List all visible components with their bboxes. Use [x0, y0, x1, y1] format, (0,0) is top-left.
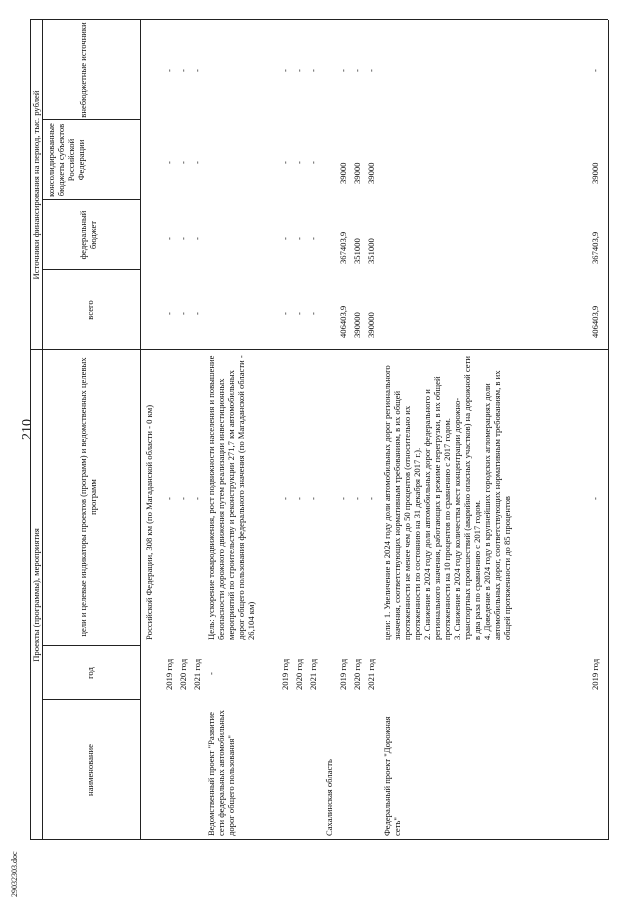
vp-goal-text: Цель: ускорение товародвижения, рост подвижности населения и повышение безопасности дорожного движения путем реализации инвестиционных мероприятий по строительству и реконструкции 271,7 км автомобильных дорог общего пользования федерального значения (по Магаданской области - 26,104 км): [206, 355, 256, 640]
fp-name: Федеральный проект "Дорожная сеть": [382, 716, 402, 836]
row-year: 2020 год: [178, 658, 188, 690]
offbudget-value: -: [338, 69, 348, 72]
table-border-bottom: [608, 20, 609, 840]
offbudget-value: -: [280, 69, 290, 72]
row-year: 2021 год: [366, 658, 376, 690]
goal-dash: -: [366, 497, 376, 500]
table-row: [280, 20, 290, 880]
table-row: [338, 20, 348, 880]
header-col-goals: цели и целевые индикаторы проектов (программ) и ведомственных целевых программ: [78, 357, 98, 637]
consolidated-value: -: [192, 161, 202, 164]
offbudget-value: -: [178, 69, 188, 72]
federal-value: 367403,9: [590, 231, 600, 264]
total-value: -: [280, 312, 290, 315]
header-col-year: год: [85, 667, 95, 679]
row-year: 2021 год: [308, 658, 318, 690]
row-year: 2019 год: [590, 658, 600, 690]
consolidated-value: -: [294, 161, 304, 164]
offbudget-value: -: [308, 69, 318, 72]
offbudget-value: -: [366, 69, 376, 72]
consolidated-value: -: [280, 161, 290, 164]
table-row: [294, 20, 304, 880]
federal-value: 351000: [352, 238, 362, 264]
header-group-underline-right: [42, 20, 43, 350]
header-col-total: всего: [85, 300, 95, 320]
header-col-consolidated: консолидированные бюджеты субъектов Российской Федерации: [46, 123, 86, 197]
vp-name: Ведомственный проект "Развитие сети федеральных автомобильных дорог общего пользования": [206, 710, 236, 836]
federal-value: -: [294, 237, 304, 240]
consolidated-value: -: [178, 161, 188, 164]
goal-dash: -: [590, 497, 600, 500]
offbudget-value: -: [192, 69, 202, 72]
offbudget-value: -: [352, 69, 362, 72]
federal-value: -: [192, 237, 202, 240]
goal-dash: -: [178, 497, 188, 500]
total-value: -: [164, 312, 174, 315]
federal-value: -: [280, 237, 290, 240]
col-divider-federal-consolidated: [42, 199, 140, 200]
table-border-right: [30, 19, 608, 20]
goal-dash: -: [294, 497, 304, 500]
row-year: 2019 год: [338, 658, 348, 690]
header-group-divider: [30, 349, 608, 350]
table-border-left: [30, 839, 608, 840]
total-value: 406403,9: [338, 305, 348, 338]
goal-dash: -: [338, 497, 348, 500]
consolidated-value: 39000: [352, 162, 362, 184]
total-value: -: [178, 312, 188, 315]
offbudget-value: -: [294, 69, 304, 72]
header-group-sources: Источники финансирования на период, тыс. рублей: [31, 90, 41, 280]
consolidated-value: -: [164, 161, 174, 164]
goal-dash: -: [280, 497, 290, 500]
consolidated-value: 39000: [338, 162, 348, 184]
header-col-name: наименование: [85, 744, 95, 796]
top-goal-text: Российской Федерации, 308 км (по Магаданской области - 0 км): [144, 404, 154, 640]
table-row: [590, 20, 600, 880]
table-row: [366, 20, 376, 880]
sakhalin-name: Сахалинская область: [324, 759, 334, 836]
row-year: 2021 год: [192, 658, 202, 690]
offbudget-value: -: [590, 69, 600, 72]
total-value: 406403,9: [590, 305, 600, 338]
federal-value: -: [178, 237, 188, 240]
goal-dash: -: [192, 497, 202, 500]
consolidated-value: -: [308, 161, 318, 164]
total-value: 390000: [366, 312, 376, 338]
rotated-table: [30, 20, 620, 880]
row-year: 2019 год: [280, 658, 290, 690]
table-row: [352, 20, 362, 880]
row-year: 2020 год: [352, 658, 362, 690]
vp-year-dash: -: [206, 672, 216, 675]
goal-dash: -: [308, 497, 318, 500]
total-value: -: [308, 312, 318, 315]
header-col-offbudget: внебюджетные источники: [78, 22, 88, 118]
fp-goal-text: цели: 1. Увеличение в 2024 году доли автомобильных дорог регионального значения, соответствующих нормативным требованиям, в их общей протяженности не менее чем до 50 процентов (относительно их протяженности по состоянию на 31 декабря 2017 г.). 2. Снижение в 2024 году доли автомобильных дорог федерального и регионального значения, работающих в режиме перегрузки, в их общей протяженности на 10 процентов по сравнению с 2017 годом. 3. Снижение в 2024 году количества мест концентрации дорожно-транспортных происшествий (аварийно опасных участков) на дорожной сети в два раза по сравнению с 2017 годом. 4. Доведение в 2024 году в крупнейших городских агломерациях доли автомобильных дорог, соответствующих нормативным требованиям, в их общей протяженности до 85 процентов: [382, 356, 512, 640]
federal-value: -: [164, 237, 174, 240]
header-col-federal: федеральный бюджет: [78, 210, 98, 260]
row-year: 2019 год: [164, 658, 174, 690]
federal-value: 351000: [366, 238, 376, 264]
table-row: [308, 20, 318, 880]
footer-code: 29032303.doc: [10, 851, 19, 897]
federal-value: -: [308, 237, 318, 240]
goal-dash: -: [352, 497, 362, 500]
col-divider-consolidated-offbudget: [42, 119, 140, 120]
page-number: 210: [20, 419, 35, 440]
consolidated-value: 39000: [366, 162, 376, 184]
table-row: [164, 20, 174, 880]
row-year: 2020 год: [294, 658, 304, 690]
total-value: -: [294, 312, 304, 315]
header-group-projects: Проекты (программы), мероприятия: [31, 528, 41, 662]
header-group-underline-left: [42, 350, 43, 840]
goal-dash: -: [164, 497, 174, 500]
header-bottom-line: [140, 20, 141, 840]
total-value: 390000: [352, 312, 362, 338]
table-row: [178, 20, 188, 880]
offbudget-value: -: [164, 69, 174, 72]
consolidated-value: 39000: [590, 162, 600, 184]
federal-value: 367403,9: [338, 231, 348, 264]
total-value: -: [192, 312, 202, 315]
table-row: [192, 20, 202, 880]
